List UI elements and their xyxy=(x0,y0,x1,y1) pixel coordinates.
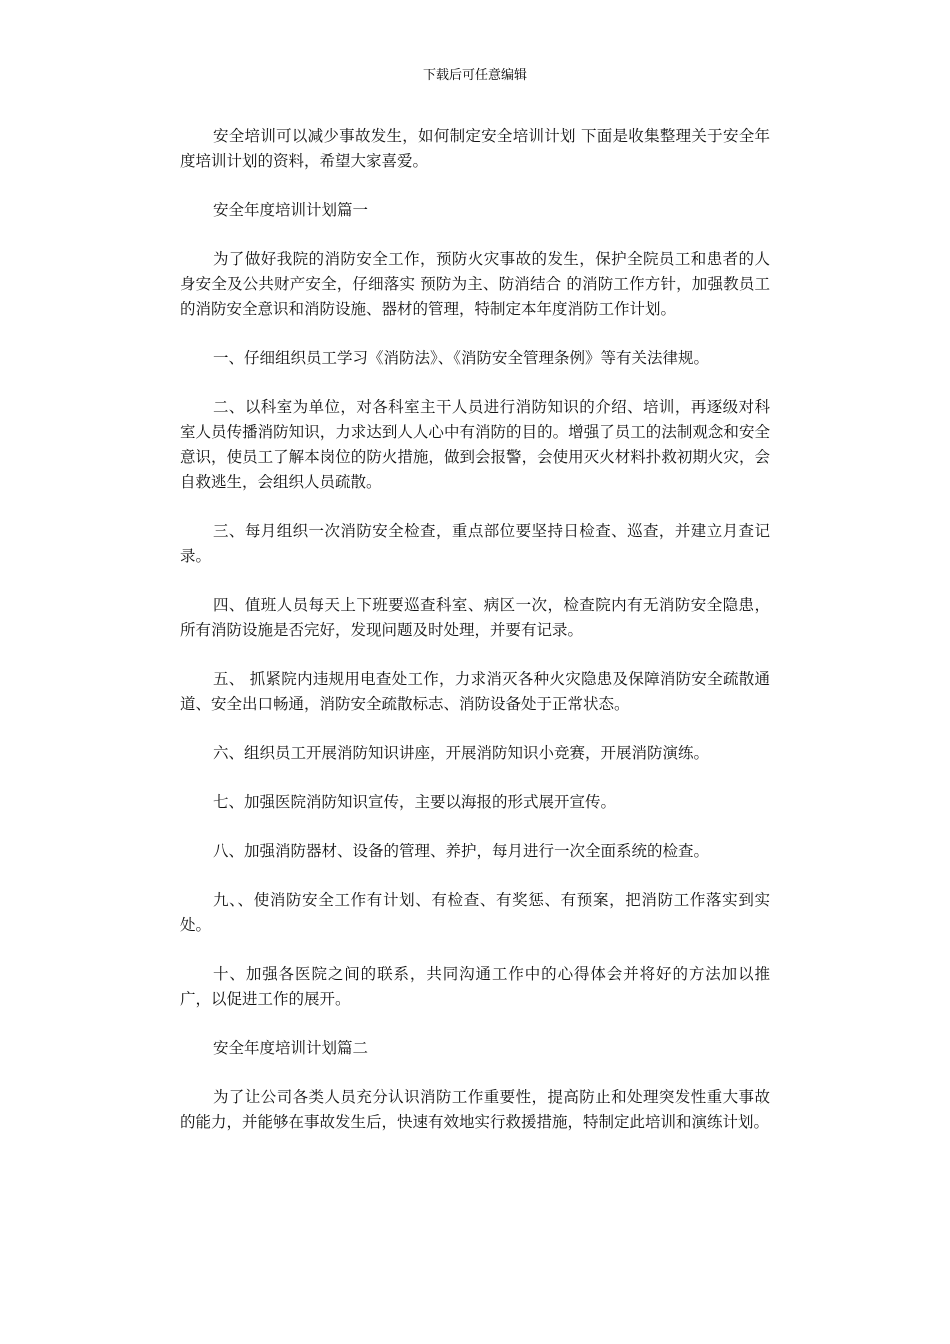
list-item-9: 九、、使消防安全工作有计划、有检查、有奖惩、有预案，把消防工作落实到实处。 xyxy=(180,891,770,934)
list-item-10: 十、加强各医院之间的联系，共同沟通工作中的心得体会并将好的方法加以推广，以促进工作的展开。 xyxy=(180,965,770,1008)
section-heading-2: 安全年度培训计划篇二 xyxy=(213,1039,369,1057)
body-paragraph: 为了让公司各类人员充分认识消防工作重要性，提高防止和处理突发性重大事故的能力，并能够在事故发生后，快速有效地实行救援措施，特制定此培训和演练计划。 xyxy=(180,1088,770,1131)
list-item-4: 四、值班人员每天上下班要巡查科室、病区一次，检查院内有无消防安全隐患，所有消防设施是否完好，发现问题及时处理，并要有记录。 xyxy=(180,596,770,639)
list-item-5: 五、 抓紧院内违规用电查处工作，力求消灭各种火灾隐患及保障消防安全疏散通道、安全出口畅通，消防安全疏散标志、消防设备处于正常状态。 xyxy=(180,670,770,713)
intro-paragraph: 安全培训可以减少事故发生，如何制定安全培训计划 下面是收集整理关于安全年度培训计划的资料，希望大家喜爱。 xyxy=(180,127,770,170)
list-item-1: 一、仔细组织员工学习《消防法》、《消防安全管理条例》等有关法律规。 xyxy=(213,349,710,367)
body-paragraph: 为了做好我院的消防安全工作，预防火灾事故的发生，保护全院员工和患者的人身安全及公共财产安全，仔细落实 预防为主、防消结合 的消防工作方针，加强教员工的消防安全意识和消防设施、器材的管理，特制定本年度消防工作计划。 xyxy=(180,250,770,318)
list-item-3: 三、每月组织一次消防安全检查，重点部位要坚持日检查、巡查，并建立月查记录。 xyxy=(180,522,770,565)
list-item-2: 二、以科室为单位，对各科室主干人员进行消防知识的介绍、培训，再逐级对科室人员传播消防知识，力求达到人人心中有消防的目的。增强了员工的法制观念和安全意识，使员工了解本岗位的防火措施，做到会报警，会使用灭火材料扑救初期火灾，会自救逃生，会组织人员疏散。 xyxy=(180,398,770,491)
list-item-6: 六、组织员工开展消防知识讲座，开展消防知识小竞赛，开展消防演练。 xyxy=(213,744,710,762)
list-item-7: 七、加强医院消防知识宣传，主要以海报的形式展开宣传。 xyxy=(213,793,617,811)
section-heading-1: 安全年度培训计划篇一 xyxy=(213,201,369,219)
page-header: 下载后可任意编辑 xyxy=(422,68,527,83)
list-item-8: 八、加强消防器材、设备的管理、养护，每月进行一次全面系统的检查。 xyxy=(213,842,710,860)
document-body xyxy=(180,124,770,1159)
